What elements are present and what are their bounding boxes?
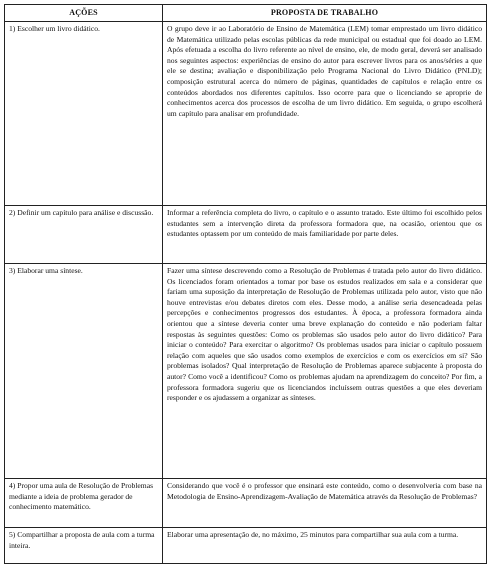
table-row	[5, 22, 487, 206]
proposal-cell: O grupo deve ir ao Laboratório de Ensino de Matemática (LEM) tomar emprestado um livro didático de Matemática utilizado pelas escolas públicas da rede municipal ou estadual que foi doado ao LEM. Após efetuada a escolha do livro referente ao nível de ensino, ele, de modo geral, deverá ser analisado nos seguintes aspectos: experiências de ensino do autor para escrever livros para os anos/séries a que ele se destina; avaliação e disponibilização pelo Programa Nacional do Livro Didático (PNLD); composição estrutural acerca do número de páginas, quantidades de capítulos e relação entre os conteúdos abordados nos diferentes capítulos. Isso ocorre para que o licenciando se aproprie de conhecimentos acerca dos processos de escolha de um livro didático. Em seguida, o grupo escolherá um capítulo para analisar em profundidade.	[163, 22, 487, 206]
table-row	[5, 528, 487, 564]
action-cell: 2) Definir um capítulo para análise e discussão.	[5, 206, 163, 264]
action-cell: 1) Escolher um livro didático.	[5, 22, 163, 206]
table-row	[5, 206, 487, 264]
proposal-cell: Elaborar uma apresentação de, no máximo, 25 minutos para compartilhar sua aula com a turma.	[163, 528, 487, 564]
action-cell: 3) Elaborar uma síntese.	[5, 264, 163, 479]
proposal-cell: Informar a referência completa do livro, o capítulo e o assunto tratado. Este último foi escolhido pelos estudantes sem a intervenção direta da professora formadora que, na ocasião, orientou que os estudantes optassem por um conteúdo de mais familiaridade por parte deles.	[163, 206, 487, 264]
proposal-cell: Considerando que você é o professor que ensinará este conteúdo, como o desenvolveria com base na Metodologia de Ensino-Aprendizagem-Avaliação de Matemática através da Resolução de Problemas?	[163, 479, 487, 528]
header-actions: AÇÕES	[5, 5, 163, 22]
header-proposal: PROPOSTA DE TRABALHO	[163, 5, 487, 22]
action-cell: 5) Compartilhar a proposta de aula com a turma inteira.	[5, 528, 163, 564]
action-cell: 4) Propor uma aula de Resolução de Problemas mediante a ideia de problema gerador de conhecimento matemático.	[5, 479, 163, 528]
table-row	[5, 479, 487, 528]
activities-table	[4, 4, 487, 564]
proposal-cell: Fazer uma síntese descrevendo como a Resolução de Problemas é tratada pelo autor do livro didático. Os licenciados foram orientados a tomar por base os estudos realizados em sala e a considerar que fariam uma suposição da interpretação de Resolução de Problemas utilizada pelo autor, visto que não houve entrevistas e/ou debates diretos com eles. Desse modo, a análise seria desencadeada pelas percepções e conhecimentos progressos dos estudantes. À época, a professora formadora ainda orientou que a síntese deveria conter uma breve explanação do conteúdo e não poderiam faltar respostas às seguintes questões: Como os problemas são usados pelo autor do livro didático? Para iniciar o conteúdo? Para exercitar o algoritmo? Os problemas usados para iniciar o capítulo possuem relação com aqueles que são usados como exemplos de exercícios e com os exercícios em si? São problemas isolados? Qual interpretação de Resolução de Problemas aparece subjacente à proposta do autor? Como você a identificou? Como os problemas ajudam na aprendizagem do conceito? Por fim, a professora formadora sugeriu que os licenciandos incluíssem outras questões a que eles deveriam responder e os ajudassem a organizar as sínteses.	[163, 264, 487, 479]
table-header-row	[5, 5, 487, 22]
table-row	[5, 264, 487, 479]
